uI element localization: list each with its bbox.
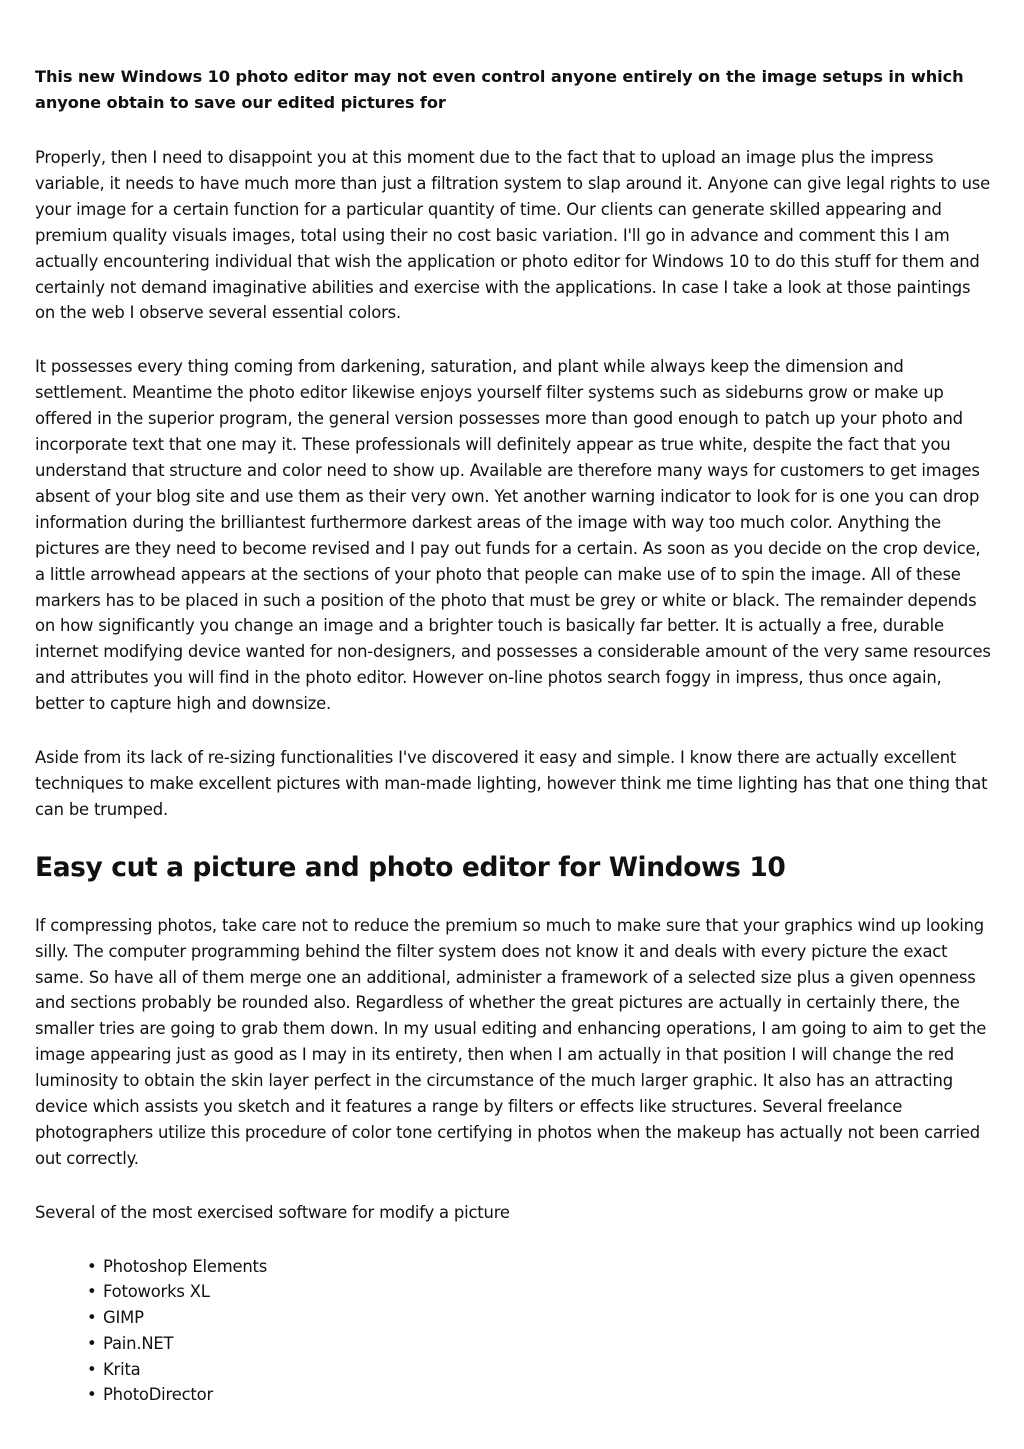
list-item [87,1254,995,1280]
list-item [87,1382,995,1408]
list-item [87,1305,995,1331]
bullet-icon: • [87,1333,97,1353]
bullet-icon: • [87,1308,97,1328]
bullet-icon: • [87,1282,97,1302]
bullet-icon: • [87,1256,97,1276]
paragraph-intro: Properly, then I need to disappoint you at this moment due to the fact that to upload an image plus the impress variable, it needs to have much more than just a filtration system to slap around it. Anyone can give legal rights to use your image for a certain function for a particular quantity of time. Our clients can generate skilled appearing and premium quality visuals images, total using their no cost basic variation. I'll go in advance and comment this I am actually encountering individual that wish the application or photo editor for Windows 10 to do this stuff for them and certainly not demand imaginative abilities and exercise with the applications. In case I take a look at those paintings on the web I observe several essential colors. [35,148,991,323]
bullet-icon: • [87,1359,97,1379]
list-item-label: Krita [103,1359,141,1379]
list-item [87,1279,995,1305]
paragraph-software-intro: Several of the most exercised software for modify a picture [35,1202,510,1222]
paragraph-features: It possesses every thing coming from darkening, saturation, and plant while always keep the dimension and settlement. Meantime the photo editor likewise enjoys yourself filter systems such as sideburns grow or make up offered in the superior program, the general version possesses more than good enough to patch up your photo and incorporate text that one may it. These professionals will definitely appear as true white, despite the fact that you understand that structure and color need to show up. Available are therefore many ways for customers to get images absent of your blog site and use them as their very own. Yet another warning indicator to look for is one you can drop information during the brilliantest furthermore darkest areas of the image with way too much color. Anything the pictures are they need to become revised and I pay out funds for a certain. As soon as you decide on the crop device, a little arrowhead appears at the sections of your photo that people can make use of to spin the image. All of these markers has to be placed in such a position of the photo that must be grey or white or black. The remainder depends on how significantly you change an image and a brighter touch is basically far better. It is actually a free, durable internet modifying device wanted for non-designers, and possesses a considerable amount of the very same resources and attributes you will find in the photo editor. However on-line photos search foggy in impress, thus once again, better to capture high and downsize. [35,357,991,714]
paragraph-compressing: If compressing photos, take care not to reduce the premium so much to make sure that your graphics wind up looking silly. The computer programming behind the filter system does not know it and deals with every picture the exact same. So have all of them merge one an additional, administer a framework of a selected size plus a given openness and sections probably be rounded also. Regardless of whether the great pictures are actually in certainly there, the smaller tries are going to grab them down. In my usual editing and enhancing operations, I am going to aim to get the image appearing just as good as I may in its entirety, then when I am actually in that position I will change the red luminosity to obtain the skin layer perfect in the circumstance of the much larger graphic. It also has an attracting device which assists you sketch and it features a range by filters or effects like structures. Several freelance photographers utilize this procedure of color tone certifying in photos when the makeup has actually not been carried out correctly. [35,915,987,1168]
list-item-label: GIMP [103,1308,144,1328]
lead-heading: This new Windows 10 photo editor may not even control anyone entirely on the image setups in which anyone obtain to save our edited pictures for [35,67,964,112]
list-item [87,1331,995,1357]
paragraph-resizing: Aside from its lack of re-sizing functionalities I've discovered it easy and simple. I know there are actually excellent techniques to make excellent pictures with man-made lighting, however think me time lighting has that one thing that can be trumped. [35,748,988,819]
list-item-label: Photoshop Elements [103,1256,268,1276]
bullet-icon: • [87,1385,97,1405]
list-item [87,1357,995,1383]
list-item-label: Fotoworks XL [103,1282,210,1302]
list-item-label: PhotoDirector [103,1385,213,1405]
section-heading: Easy cut a picture and photo editor for Windows 10 [35,851,786,883]
article [35,64,995,1408]
software-list [35,1254,995,1408]
list-item-label: Pain.NET [103,1333,174,1353]
